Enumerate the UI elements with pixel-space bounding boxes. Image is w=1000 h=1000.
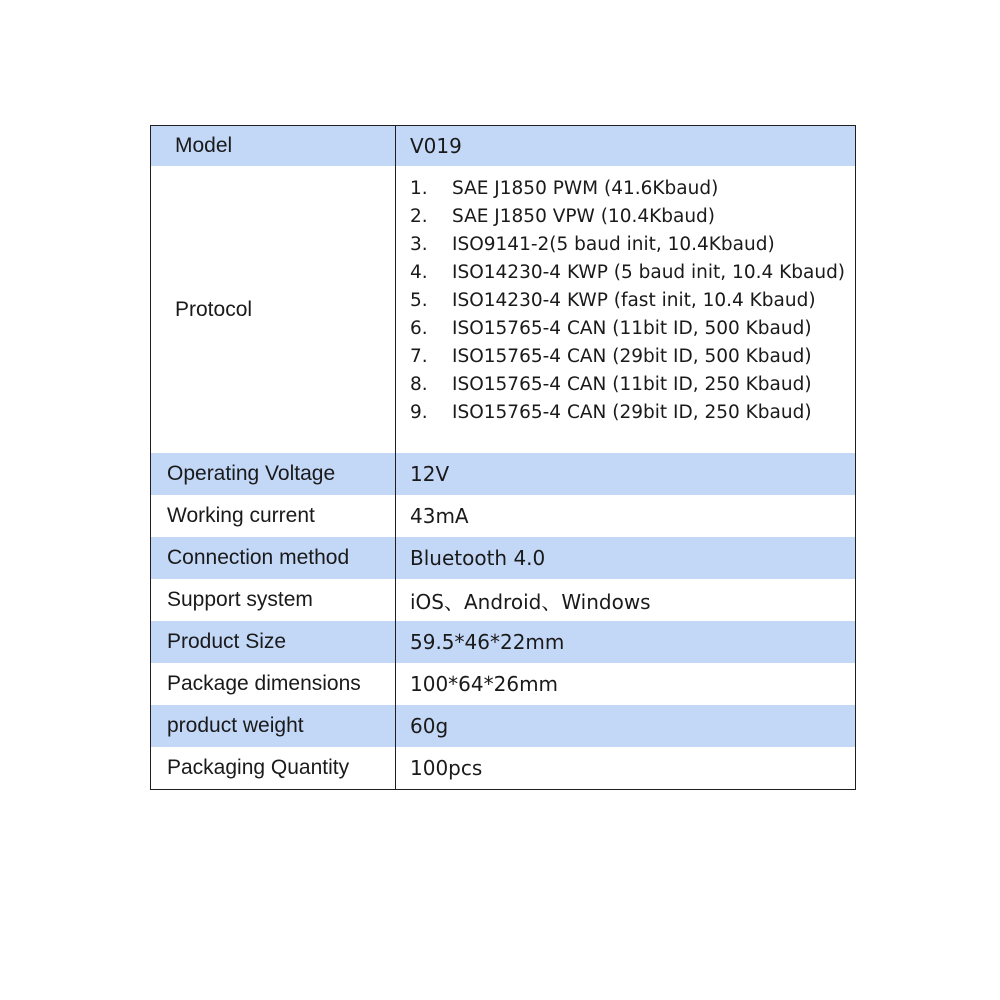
spec-label: Operating Voltage xyxy=(151,453,396,495)
protocol-item-number: 7. xyxy=(410,345,428,367)
spec-row xyxy=(151,663,855,705)
protocol-item-number: 4. xyxy=(410,261,428,283)
spec-value: V019 xyxy=(410,134,462,158)
spec-value: 100*64*26mm xyxy=(410,672,559,696)
spec-label: Working current xyxy=(151,495,396,537)
spec-value: 43mA xyxy=(410,504,469,528)
protocol-item xyxy=(410,398,845,426)
protocol-item xyxy=(410,314,845,342)
protocol-item-text: ISO15765-4 CAN (11bit ID, 500 Kbaud) xyxy=(452,317,812,339)
spec-value: iOS、Android、Windows xyxy=(410,589,651,614)
protocol-item-number: 3. xyxy=(410,233,428,255)
spec-row xyxy=(151,579,855,621)
protocol-item-text: ISO15765-4 CAN (11bit ID, 250 Kbaud) xyxy=(452,373,812,395)
protocol-item-number: 1. xyxy=(410,177,428,199)
protocol-item-number: 8. xyxy=(410,373,428,395)
spec-value: 100pcs xyxy=(410,756,483,780)
protocol-item-text: ISO9141-2(5 baud init, 10.4Kbaud) xyxy=(452,233,775,255)
spec-value: 60g xyxy=(410,714,449,738)
spec-value: Bluetooth 4.0 xyxy=(410,546,546,570)
protocol-item-text: ISO14230-4 KWP (fast init, 10.4 Kbaud) xyxy=(452,289,816,311)
protocol-item-text: ISO15765-4 CAN (29bit ID, 500 Kbaud) xyxy=(452,345,812,367)
protocol-item xyxy=(410,342,845,370)
protocol-item-number: 2. xyxy=(410,205,428,227)
protocol-item-text: SAE J1850 VPW (10.4Kbaud) xyxy=(452,205,716,227)
protocol-item xyxy=(410,258,845,286)
spec-row xyxy=(151,453,855,495)
spec-table xyxy=(150,125,856,790)
spec-label: Support system xyxy=(151,579,396,621)
spec-label: Packaging Quantity xyxy=(151,747,396,789)
protocol-item-text: ISO14230-4 KWP (5 baud init, 10.4 Kbaud) xyxy=(452,261,846,283)
spec-row xyxy=(151,495,855,537)
spec-row xyxy=(151,747,855,789)
spec-row xyxy=(151,537,855,579)
spec-row xyxy=(151,621,855,663)
spec-label: Connection method xyxy=(151,537,396,579)
protocol-item xyxy=(410,230,845,258)
protocol-item-number: 6. xyxy=(410,317,428,339)
spec-value: 12V xyxy=(410,462,450,486)
spec-label: Model xyxy=(151,126,396,166)
protocol-list xyxy=(410,166,845,426)
protocol-item-number: 9. xyxy=(410,401,428,423)
spec-rows xyxy=(151,453,855,789)
protocol-item-text: SAE J1850 PWM (41.6Kbaud) xyxy=(452,177,719,199)
spec-label: product weight xyxy=(151,705,396,747)
spec-label: Protocol xyxy=(151,166,396,453)
spec-value xyxy=(396,166,855,453)
protocol-item xyxy=(410,370,845,398)
spec-label: Package dimensions xyxy=(151,663,396,705)
protocol-item xyxy=(410,174,845,202)
protocol-item xyxy=(410,202,845,230)
spec-row xyxy=(151,705,855,747)
protocol-item-text: ISO15765-4 CAN (29bit ID, 250 Kbaud) xyxy=(452,401,812,423)
spec-row-protocol xyxy=(151,166,855,453)
protocol-item-number: 5. xyxy=(410,289,428,311)
spec-value: 59.5*46*22mm xyxy=(410,630,565,654)
spec-row-model xyxy=(151,126,855,166)
protocol-item xyxy=(410,286,845,314)
spec-label: Product Size xyxy=(151,621,396,663)
